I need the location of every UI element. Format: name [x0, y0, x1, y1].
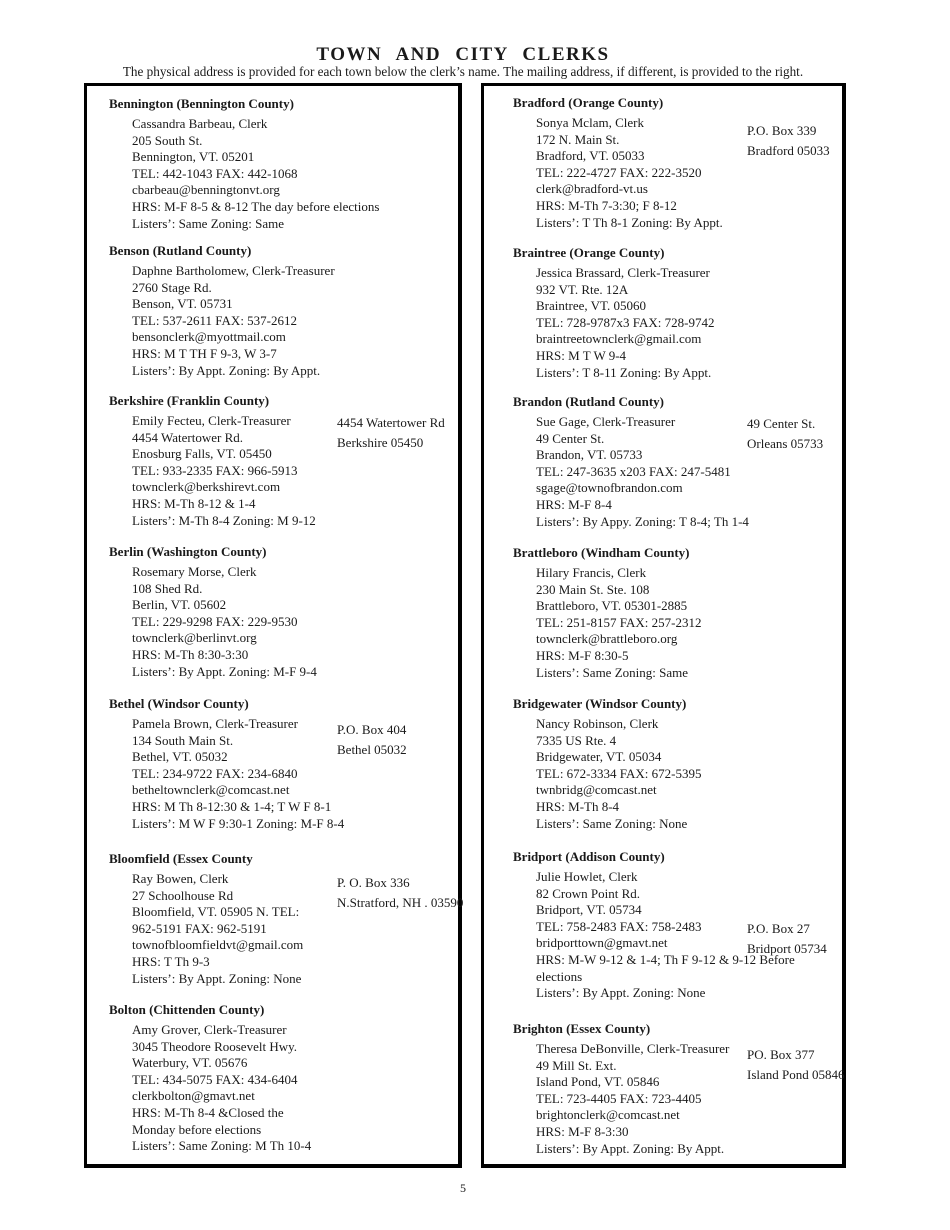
detail-line: 49 Mill St. Ext. — [536, 1057, 617, 1073]
detail-line: 27 Schoolhouse Rd — [132, 887, 234, 903]
phone-fax: TEL: 537-2611 FAX: 537-2612 — [132, 312, 298, 328]
town-heading: Berkshire (Franklin County) — [109, 393, 270, 408]
clerk-entry-brighton — [513, 1021, 845, 1157]
clerk-details — [513, 561, 702, 681]
mailing-line: Orleans 05733 — [747, 436, 824, 451]
email-address: brightonclerk@comcast.net — [536, 1107, 680, 1123]
clerk-details — [513, 410, 749, 530]
listers-zoning: Listers’: By Appt. Zoning: By Appt. — [536, 1140, 725, 1156]
mailing-address — [337, 413, 445, 453]
office-hours: HRS: M-Th 8:30-3:30 — [132, 646, 249, 662]
detail-line: 49 Center St. — [536, 430, 605, 446]
clerk-name: Hilary Francis, Clerk — [536, 565, 647, 580]
email-address: townclerk@berkshirevt.com — [132, 479, 281, 495]
email-address: braintreetownclerk@gmail.com — [536, 331, 702, 347]
detail-line: Bridgewater, VT. 05034 — [536, 749, 662, 765]
office-hours: HRS: M-Th 8-4 — [536, 798, 620, 814]
clerk-details — [109, 409, 316, 529]
office-hours: HRS: M-F 8-3:30 — [536, 1123, 629, 1139]
clerk-details — [513, 1037, 729, 1157]
phone-fax: TEL: 247-3635 x203 FAX: 247-5481 — [536, 463, 731, 479]
mailing-line: P. O. Box 336 — [337, 875, 410, 890]
listers-zoning: Listers’: Same Zoning: M Th 10-4 — [132, 1138, 312, 1154]
email-address: bridporttown@gmavt.net — [536, 935, 668, 951]
phone-fax: TEL: 442-1043 FAX: 442-1068 — [132, 165, 298, 181]
clerk-entry-bridgewater — [513, 696, 702, 832]
mailing-line: 4454 Watertower Rd — [337, 415, 445, 430]
office-hours: HRS: M T W 9-4 — [536, 347, 627, 363]
page-subtitle: The physical address is provided for each town below the clerk’s name. The mailing address, if different, is provided to the right. — [122, 64, 804, 79]
clerk-entry-bennington — [109, 96, 379, 232]
detail-line: 7335 US Rte. 4 — [536, 732, 617, 748]
listers-zoning: Listers’: T 8-11 Zoning: By Appt. — [536, 364, 712, 380]
town-heading: Brattleboro (Windham County) — [513, 545, 690, 560]
detail-line: elections — [536, 968, 583, 984]
listers-zoning: Listers’: Same Zoning: Same — [132, 215, 285, 231]
town-heading: Brandon (Rutland County) — [513, 394, 664, 409]
email-address: clerk@bradford-vt.us — [536, 181, 648, 197]
office-hours: HRS: M Th 8-12:30 & 1-4; T W F 8-1 — [132, 798, 332, 814]
mailing-line: PO. Box 377 — [747, 1047, 815, 1062]
clerk-name: Nancy Robinson, Clerk — [536, 716, 659, 731]
clerk-name: Emily Fecteu, Clerk-Treasurer — [132, 413, 291, 428]
detail-line: Bloomfield, VT. 05905 N. TEL: — [132, 904, 300, 920]
detail-line: Enosburg Falls, VT. 05450 — [132, 446, 272, 462]
detail-line: Waterbury, VT. 05676 — [132, 1055, 248, 1071]
left-column — [84, 83, 462, 1168]
mailing-address — [337, 873, 463, 913]
detail-line: 134 South Main St. — [132, 732, 234, 748]
phone-fax: TEL: 933-2335 FAX: 966-5913 — [132, 462, 298, 478]
detail-line: 230 Main St. Ste. 108 — [536, 581, 650, 597]
phone-fax: TEL: 723-4405 FAX: 723-4405 — [536, 1090, 702, 1106]
mailing-address — [747, 414, 823, 454]
detail-line: Island Pond, VT. 05846 — [536, 1074, 660, 1090]
clerk-entry-bradford — [513, 95, 830, 231]
mailing-address — [747, 121, 830, 161]
detail-line: 3045 Theodore Roosevelt Hwy. — [132, 1038, 298, 1054]
clerk-name: Amy Grover, Clerk-Treasurer — [132, 1022, 287, 1037]
listers-zoning: Listers’: M W F 9:30-1 Zoning: M-F 8-4 — [132, 815, 345, 831]
clerk-details — [109, 867, 303, 987]
clerk-name: Pamela Brown, Clerk-Treasurer — [132, 716, 298, 731]
clerk-details — [109, 712, 344, 832]
office-hours: HRS: M-F 8:30-5 — [536, 647, 629, 663]
mailing-line: P.O. Box 404 — [337, 722, 407, 737]
office-hours: HRS: M-Th 7-3:30; F 8-12 — [536, 197, 677, 213]
mailing-line: N.Stratford, NH . 03590 — [337, 895, 464, 910]
clerk-entry-berkshire — [109, 393, 445, 529]
clerk-entry-bloomfield — [109, 851, 464, 987]
town-heading: Berlin (Washington County) — [109, 544, 267, 559]
email-address: townclerk@brattleboro.org — [536, 631, 678, 647]
listers-zoning: Listers’: By Appt. Zoning: None — [536, 985, 706, 1001]
detail-line: Brattleboro, VT. 05301-2885 — [536, 598, 688, 614]
listers-zoning: Listers’: By Appt. Zoning: M-F 9-4 — [132, 663, 317, 679]
listers-zoning: Listers’: By Appt. Zoning: By Appt. — [132, 362, 321, 378]
clerk-name: Theresa DeBonville, Clerk-Treasurer — [536, 1041, 730, 1056]
detail-line: Benson, VT. 05731 — [132, 296, 233, 312]
email-address: betheltownclerk@comcast.net — [132, 782, 290, 798]
town-heading: Bennington (Bennington County) — [109, 96, 294, 111]
mailing-line: Berkshire 05450 — [337, 435, 424, 450]
clerk-entry-benson — [109, 243, 335, 379]
clerk-details — [109, 112, 379, 232]
detail-line: 932 VT. Rte. 12A — [536, 281, 629, 297]
detail-line: Bridport, VT. 05734 — [536, 902, 642, 918]
office-hours: HRS: T Th 9-3 — [132, 953, 210, 969]
mailing-line: P.O. Box 27 — [747, 921, 810, 936]
detail-line: Brandon, VT. 05733 — [536, 447, 643, 463]
phone-fax: TEL: 672-3334 FAX: 672-5395 — [536, 765, 702, 781]
mailing-address — [747, 1045, 845, 1085]
clerk-details — [513, 111, 723, 231]
mailing-line: Island Pond 05846 — [747, 1067, 845, 1082]
phone-fax: TEL: 234-9722 FAX: 234-6840 — [132, 765, 298, 781]
email-address: sgage@townofbrandon.com — [536, 480, 683, 496]
detail-line: 82 Crown Point Rd. — [536, 885, 641, 901]
detail-line: Bradford, VT. 05033 — [536, 148, 645, 164]
phone-fax: TEL: 728-9787x3 FAX: 728-9742 — [536, 314, 715, 330]
clerk-details — [513, 261, 715, 381]
town-heading: Benson (Rutland County) — [109, 243, 252, 258]
phone-fax: TEL: 229-9298 FAX: 229-9530 — [132, 613, 298, 629]
town-heading: Bolton (Chittenden County) — [109, 1002, 265, 1017]
town-heading: Braintree (Orange County) — [513, 245, 665, 260]
clerk-entry-berlin — [109, 544, 317, 680]
clerk-name: Sue Gage, Clerk-Treasurer — [536, 414, 676, 429]
phone-fax: TEL: 251-8157 FAX: 257-2312 — [536, 614, 702, 630]
email-address: townofbloomfieldvt@gmail.com — [132, 937, 304, 953]
phone-fax: TEL: 434-5075 FAX: 434-6404 — [132, 1071, 298, 1087]
listers-zoning: Listers’: Same Zoning: Same — [536, 664, 689, 680]
listers-zoning: Listers’: T Th 8-1 Zoning: By Appt. — [536, 214, 723, 230]
clerk-entry-brattleboro — [513, 545, 702, 681]
detail-line: Bennington, VT. 05201 — [132, 149, 255, 165]
detail-line: 962-5191 FAX: 962-5191 — [132, 920, 267, 936]
clerk-name: Daphne Bartholomew, Clerk-Treasurer — [132, 263, 335, 278]
clerk-entry-bolton — [109, 1002, 311, 1155]
town-heading: Bradford (Orange County) — [513, 95, 664, 110]
mailing-line: P.O. Box 339 — [747, 123, 817, 138]
phone-fax: TEL: 758-2483 FAX: 758-2483 — [536, 918, 702, 934]
clerk-details — [513, 712, 702, 832]
clerk-entry-bridport — [513, 849, 827, 1002]
email-address: cbarbeau@benningtonvt.org — [132, 182, 280, 198]
detail-line: 4454 Watertower Rd. — [132, 429, 243, 445]
mailing-line: Bradford 05033 — [747, 143, 830, 158]
office-hours: HRS: M-Th 8-12 & 1-4 — [132, 495, 256, 511]
office-hours: HRS: M-Th 8-4 &Closed the — [132, 1104, 284, 1120]
office-hours: HRS: M-F 8-5 & 8-12 The day before elections — [132, 198, 380, 214]
detail-line: Berlin, VT. 05602 — [132, 597, 227, 613]
mailing-line: Bethel 05032 — [337, 742, 407, 757]
clerk-details — [109, 1018, 311, 1155]
town-heading: Bethel (Windsor County) — [109, 696, 249, 711]
mailing-line: 49 Center St. — [747, 416, 816, 431]
page-number: 5 — [460, 1181, 466, 1195]
mailing-line: Bridport 05734 — [747, 941, 827, 956]
clerk-details — [109, 259, 335, 379]
detail-line: Monday before elections — [132, 1121, 262, 1137]
phone-fax: TEL: 222-4727 FAX: 222-3520 — [536, 164, 702, 180]
office-hours: HRS: M-F 8-4 — [536, 496, 612, 512]
clerk-name: Jessica Brassard, Clerk-Treasurer — [536, 265, 710, 280]
clerk-name: Cassandra Barbeau, Clerk — [132, 116, 268, 131]
town-heading: Bloomfield (Essex County — [109, 851, 253, 866]
clerk-entry-bethel — [109, 696, 407, 832]
town-heading: Bridport (Addison County) — [513, 849, 665, 864]
clerk-entry-brandon — [513, 394, 824, 530]
listers-zoning: Listers’: Same Zoning: None — [536, 815, 688, 831]
email-address: bensonclerk@myottmail.com — [132, 329, 286, 345]
office-hours: HRS: M-W 9-12 & 1-4; Th F 9-12 & 9-12 Before — [536, 951, 795, 967]
right-column — [481, 83, 846, 1168]
listers-zoning: Listers’: By Appy. Zoning: T 8-4; Th 1-4 — [536, 513, 749, 529]
clerk-name: Rosemary Morse, Clerk — [132, 564, 257, 579]
email-address: clerkbolton@gmavt.net — [132, 1088, 255, 1104]
listers-zoning: Listers’: M-Th 8-4 Zoning: M 9-12 — [132, 512, 316, 528]
detail-line: 172 N. Main St. — [536, 131, 620, 147]
detail-line: 108 Shed Rd. — [132, 580, 203, 596]
mailing-address — [337, 720, 407, 760]
town-heading: Bridgewater (Windsor County) — [513, 696, 687, 711]
detail-line: Bethel, VT. 05032 — [132, 749, 228, 765]
clerk-name: Sonya Mclam, Clerk — [536, 115, 644, 130]
clerk-name: Julie Howlet, Clerk — [536, 869, 638, 884]
email-address: twnbridg@comcast.net — [536, 782, 657, 798]
page-title: TOWN AND CITY CLERKS — [316, 44, 610, 65]
clerk-details — [109, 560, 317, 680]
listers-zoning: Listers’: By Appt. Zoning: None — [132, 970, 302, 986]
detail-line: 2760 Stage Rd. — [132, 279, 212, 295]
town-heading: Brighton (Essex County) — [513, 1021, 651, 1036]
email-address: townclerk@berlinvt.org — [132, 630, 257, 646]
detail-line: Braintree, VT. 05060 — [536, 298, 646, 314]
office-hours: HRS: M T TH F 9-3, W 3-7 — [132, 345, 277, 361]
mailing-address — [747, 919, 827, 959]
detail-line: 205 South St. — [132, 132, 203, 148]
clerk-entry-braintree — [513, 245, 715, 381]
clerk-name: Ray Bowen, Clerk — [132, 871, 229, 886]
